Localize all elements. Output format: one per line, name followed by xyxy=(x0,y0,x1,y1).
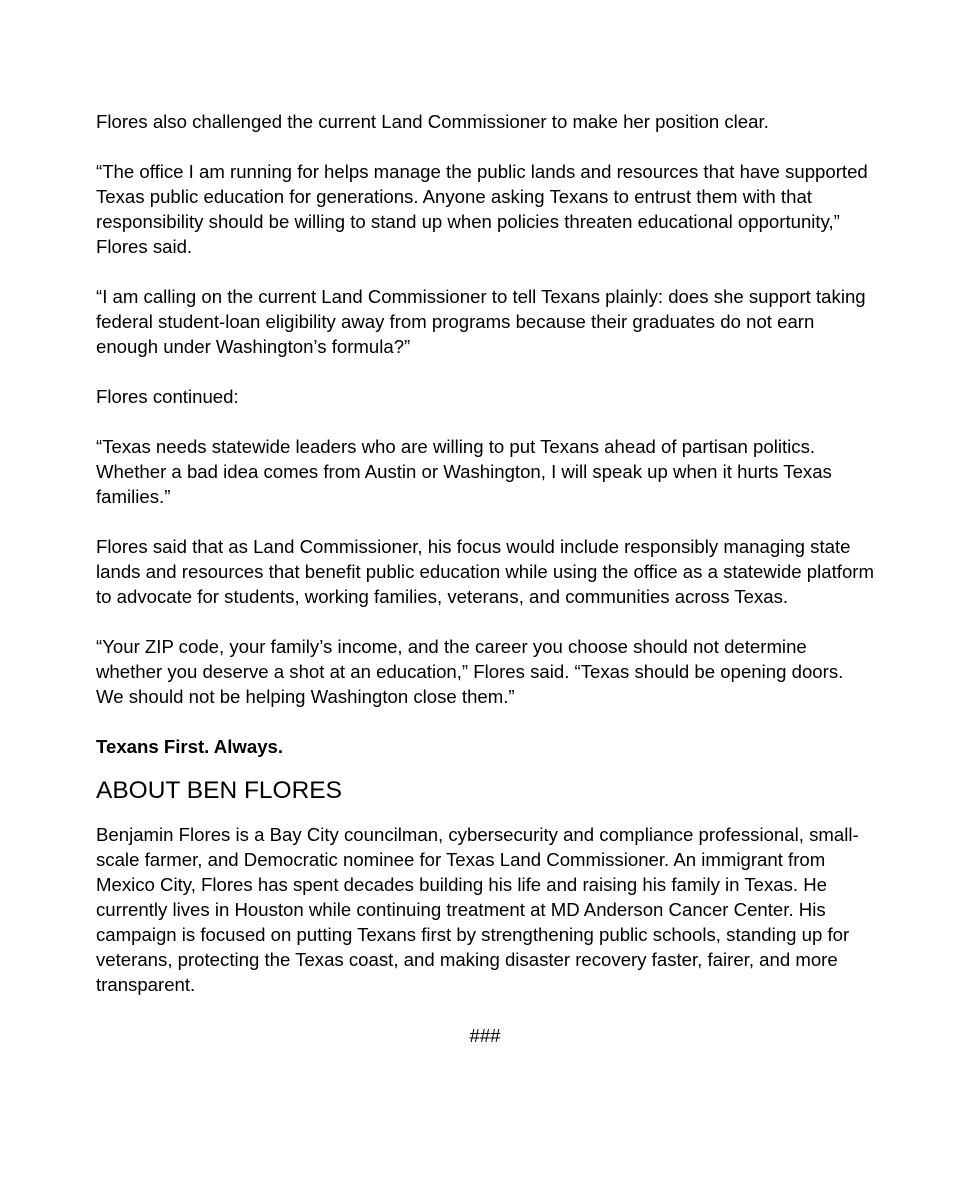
paragraph-challenge: Flores also challenged the current Land Commissioner to make her position clear. xyxy=(96,111,769,132)
slogan: Texans First. Always. xyxy=(96,736,284,757)
paragraph-zip-code-quote: “Your ZIP code, your family’s income, and the career you choose should not determine whether you deserve a shot at an education,” Flores said. “Texas should be opening doors. We should not be helping Washington close them.” xyxy=(96,636,844,707)
paragraph-focus: Flores said that as Land Commissioner, his focus would include responsibly managing state lands and resources that benefit public education while using the office as a statewide platform to advocate for students, working families, veterans, and communities across Texas. xyxy=(96,536,874,607)
document-body xyxy=(96,109,874,1048)
paragraph-flores-continued: Flores continued: xyxy=(96,386,239,407)
paragraph-calling-quote: “I am calling on the current Land Commissioner to tell Texans plainly: does she support taking federal student-loan eligibility away from programs because their graduates do not earn enough under Washington’s formula?” xyxy=(96,286,866,357)
paragraph-statewide-leaders-quote: “Texas needs statewide leaders who are willing to put Texans ahead of partisan politics. Whether a bad idea comes from Austin or Washington, I will speak up when it hurts Texas families.” xyxy=(96,436,832,507)
about-paragraph: Benjamin Flores is a Bay City councilman, cybersecurity and compliance professional, small-scale farmer, and Democratic nominee for Texas Land Commissioner. An immigrant from Mexico City, Flores has spent decades building his life and raising his family in Texas. He currently lives in Houston while continuing treatment at MD Anderson Cancer Center. His campaign is focused on putting Texans first by strengthening public schools, standing up for veterans, protecting the Texas coast, and making disaster recovery faster, fairer, and more transparent. xyxy=(96,824,859,995)
about-heading: ABOUT BEN FLORES xyxy=(96,777,342,804)
end-mark: ### xyxy=(469,1025,501,1046)
paragraph-office-quote: “The office I am running for helps manage the public lands and resources that have supported Texas public education for generations. Anyone asking Texans to entrust them with that responsibility should be willing to stand up when policies threaten educational opportunity,” Flores said. xyxy=(96,161,868,257)
